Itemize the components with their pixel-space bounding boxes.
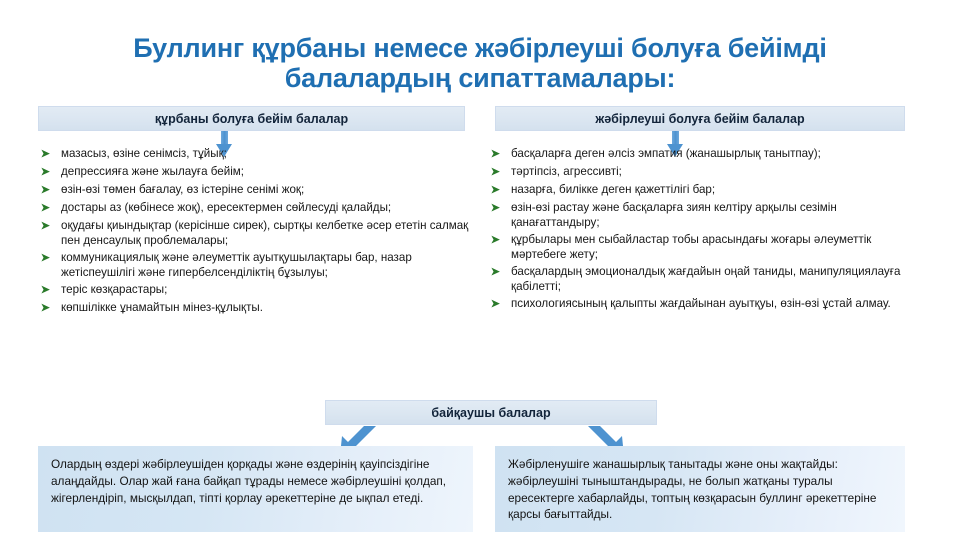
bullet-arrow-icon: ➤ — [40, 199, 51, 215]
list-item-label: мазасыз, өзіне сенімсіз, тұйық; — [61, 147, 227, 160]
list-item-label: назарға, билікке деген қажеттілігі бар; — [511, 183, 716, 196]
bullet-arrow-icon: ➤ — [490, 181, 501, 197]
list-item — [490, 164, 908, 181]
category-header-observer — [325, 400, 657, 425]
list-item — [40, 182, 470, 199]
bullet-arrow-icon: ➤ — [40, 299, 51, 315]
list-item — [40, 300, 470, 317]
bullet-arrow-icon: ➤ — [40, 281, 51, 297]
list-item-label: тәртіпсіз, агрессивті; — [511, 165, 622, 178]
list-item — [490, 264, 908, 295]
list-item — [40, 146, 470, 163]
list-item — [40, 218, 470, 249]
list-item-label: өзін-өзі төмен бағалау, өз істеріне сенімі жоқ; — [61, 183, 305, 196]
list-item-label: достары аз (көбінесе жоқ), ересектермен сөйлесуді қалайды; — [61, 201, 392, 214]
list-item — [490, 182, 908, 199]
list-item — [40, 250, 470, 281]
category-header-observer-label: байқаушы балалар — [431, 405, 551, 420]
list-item — [490, 146, 908, 163]
list-item — [490, 232, 908, 263]
observer-note-right: Жәбірленушіге жанашырлық танытады және оны жақтайды: жәбірлеушіні тыныштандырады, не болып жатқаны туралы ересектерге хабарлайды, топтың көзқарасын буллинг әрекеттеріне қарсы бағыттайды. — [495, 446, 905, 532]
bullet-arrow-icon: ➤ — [40, 145, 51, 161]
bullet-arrow-icon: ➤ — [490, 145, 501, 161]
list-item — [40, 200, 470, 217]
category-header-bully — [495, 106, 905, 131]
bullet-arrow-icon: ➤ — [490, 199, 501, 215]
category-header-victim — [38, 106, 465, 131]
list-item-label: оқудағы қиындықтар (керісінше сирек), сыртқы келбетке әсер ететін салмақ пен денсаулық проблемалары; — [61, 219, 469, 248]
list-item — [490, 296, 908, 313]
page-title: Буллинг құрбаны немесе жәбірлеуші болуға бейімді балалардың сипаттамалары: — [133, 33, 827, 94]
list-item-label: өзін-өзі растау және басқаларға зиян келтіру арқылы сезімін қанағаттандыру; — [511, 201, 837, 230]
victim-traits-list — [40, 146, 470, 318]
list-item-label: депрессияға және жылауға бейім; — [61, 165, 244, 178]
list-item-label: психологиясының қалыпты жағдайынан ауытқуы, өзін-өзі ұстай алмау. — [511, 297, 891, 311]
list-item-label: басқаларға деген әлсіз эмпатия (жанашырлық танытпау); — [511, 147, 821, 160]
bullet-arrow-icon: ➤ — [490, 263, 501, 279]
list-item-label: көпшілікке ұнамайтын мінез-құлықты. — [61, 301, 263, 315]
bullet-arrow-icon: ➤ — [40, 217, 51, 233]
bullet-arrow-icon: ➤ — [40, 181, 51, 197]
bullet-arrow-icon: ➤ — [40, 163, 51, 179]
bullet-arrow-icon: ➤ — [490, 295, 501, 311]
bullet-arrow-icon: ➤ — [490, 231, 501, 247]
list-item — [40, 282, 470, 299]
list-item-label: басқалардың эмоционалдық жағдайын оңай таниды, манипуляциялауға қабілетті; — [511, 265, 901, 294]
observer-note-left: Олардың өздері жәбірлеушіден қорқады және өздерінің қауіпсіздігіне алаңдайды. Олар жай ғана байқап тұрады немесе жәбірлеушіні қолдап, жігерлендіріп, мысқылдап, тіпті қорлау әрекеттеріне де ықпал етеді. — [38, 446, 473, 532]
list-item — [490, 200, 908, 231]
arrow-stem — [672, 131, 679, 145]
list-item-label: теріс көзқарастары; — [61, 283, 168, 297]
bullet-arrow-icon: ➤ — [490, 163, 501, 179]
category-header-bully-label: жәбірлеуші болуға бейім балалар — [595, 111, 805, 126]
bully-traits-list — [490, 146, 908, 314]
category-header-victim-label: құрбаны болуға бейім балалар — [154, 111, 349, 126]
list-item-label: коммуникациялық және әлеуметтік ауытқушылақтары бар, назар жетіспеушілігі және гипербелсенділіктің бұзылуы; — [61, 251, 412, 280]
list-item — [40, 164, 470, 181]
list-item-label: құрбылары мен сыбайластар тобы арасындағы жоғары әлеуметтік мәртебеге жету; — [511, 233, 872, 262]
arrow-stem — [221, 131, 228, 145]
bullet-arrow-icon: ➤ — [40, 249, 51, 265]
